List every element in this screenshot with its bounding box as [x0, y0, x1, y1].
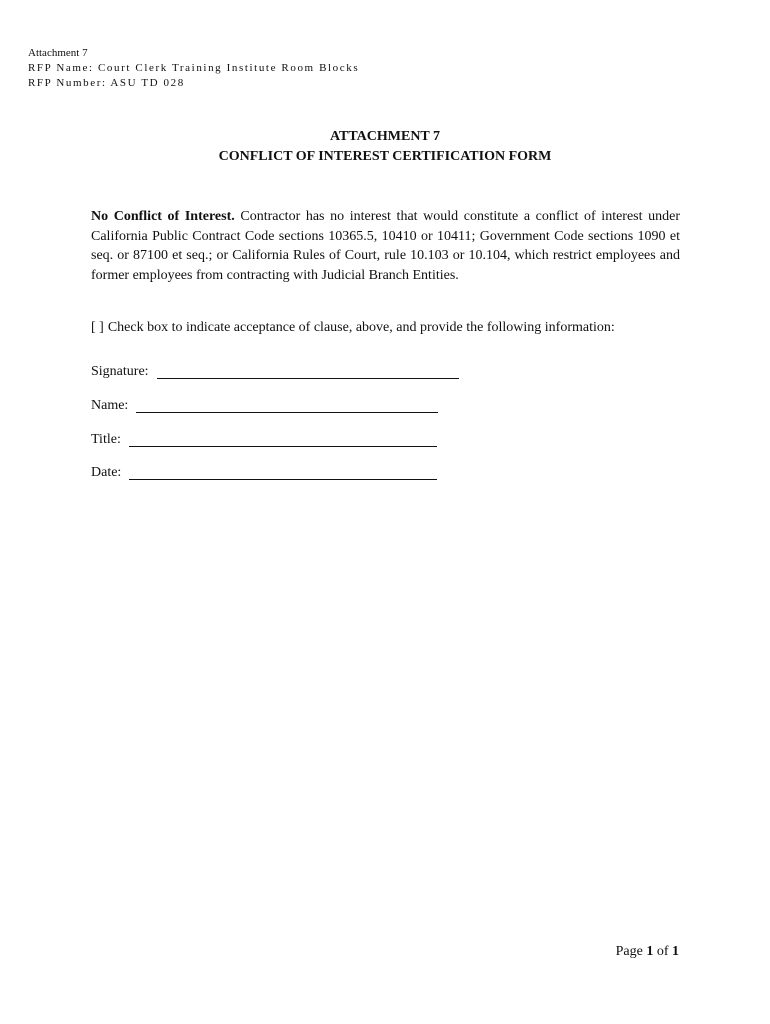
form-heading: CONFLICT OF INTEREST CERTIFICATION FORM	[218, 149, 552, 164]
form-title	[0, 127, 770, 167]
name-field-row	[91, 396, 438, 416]
document-header	[28, 46, 359, 91]
rfp-name: RFP Name: Court Clerk Training Institute Room Blocks	[28, 62, 360, 74]
signature-field-row	[91, 362, 459, 382]
rfp-number: RFP Number: ASU TD 028	[28, 77, 185, 89]
clause-lead: No Conflict of Interest.	[91, 209, 235, 224]
date-label: Date:	[91, 465, 122, 480]
signature-line[interactable]	[157, 364, 459, 379]
name-label: Name:	[91, 398, 129, 413]
acceptance-line	[91, 318, 615, 338]
current-page: 1	[646, 944, 654, 959]
total-pages: 1	[672, 944, 679, 959]
of-word: of	[656, 944, 669, 959]
attachment-heading: ATTACHMENT 7	[329, 129, 441, 144]
title-field-row	[91, 430, 437, 450]
signature-label: Signature:	[91, 364, 149, 379]
date-field-row	[91, 463, 437, 483]
page-number	[616, 942, 679, 962]
acceptance-checkbox[interactable]: [ ]	[91, 320, 104, 335]
clause-body: Contractor has no interest that would constitute a conflict of interest under California Public Contract Code sections 10365.5, 10410 or 10411; Government Code sections 1090 et seq. or 87100 et seq.; or California Rules of Court, rule 10.103 or 10.104, which restrict employees and former employees from contracting with Judicial Branch Entities.	[91, 209, 681, 283]
name-line[interactable]	[136, 398, 438, 413]
title-line[interactable]	[129, 432, 437, 447]
page-word: Page	[615, 944, 643, 959]
acceptance-text: Check box to indicate acceptance of clause, above, and provide the following information:	[107, 320, 615, 335]
conflict-clause	[91, 207, 680, 285]
date-line[interactable]	[129, 465, 437, 480]
title-label: Title:	[91, 432, 121, 447]
attachment-label: Attachment 7	[28, 47, 88, 59]
